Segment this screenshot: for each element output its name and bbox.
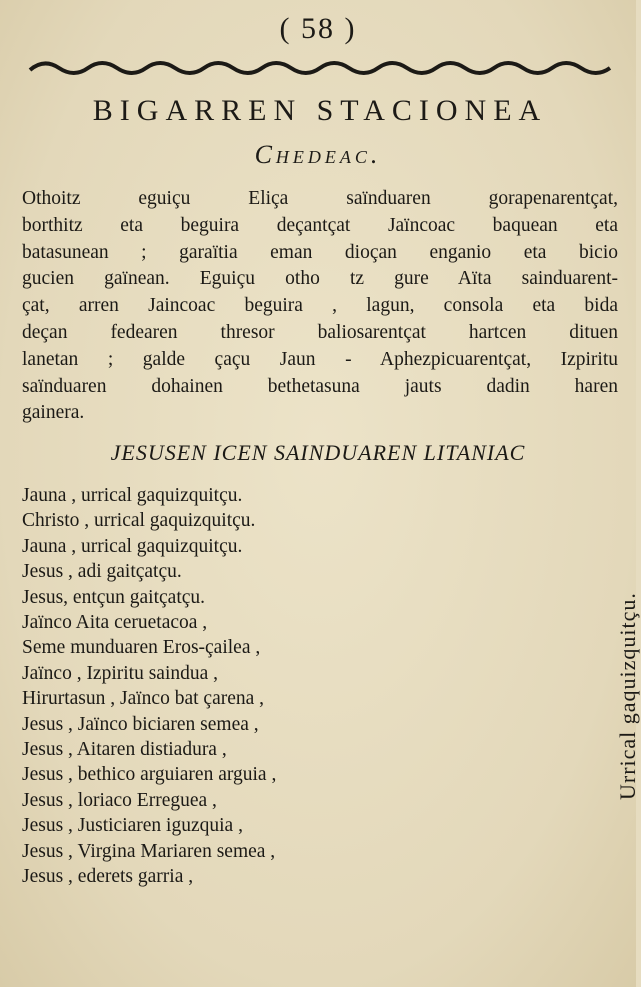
litany-line: Jesus , loriaco Erreguea ,: [22, 789, 217, 811]
litany-line: Jesus , Aitaren distiadura ,: [22, 739, 227, 761]
section-heading: BIGARREN STACIONEA: [92, 94, 548, 127]
litany-line: Jaïnco , Izpiritu saindua ,: [22, 662, 219, 684]
litany-line: Jesus , Virgina Mariaren semea ,: [22, 840, 276, 862]
litany-list: [22, 483, 582, 890]
paragraph-line: çat, arren Jaincoac beguira , lagun, consola eta bida: [22, 295, 618, 317]
paragraph-line: borthitz eta beguira deçantçat Jaïncoac baquean eta: [22, 214, 618, 236]
litany-line: Jesus , Justiciaren iguzquia ,: [22, 815, 243, 837]
paragraph-line: gainera.: [22, 402, 85, 424]
paragraph-line: saïnduaren dohainen bethetasuna jauts dadin haren: [22, 375, 618, 397]
litany-line: Jesus , bethico arguiaren arguia ,: [22, 764, 277, 786]
litany-line: Jesus , Jaïnco biciaren semea ,: [22, 713, 259, 735]
litany-line: Jesus , ederets garria ,: [22, 866, 194, 888]
wave-ornament: [30, 56, 610, 78]
litany-title: JESUSEN ICEN SAINDUAREN LITANIAC: [110, 440, 526, 465]
paragraph-line: gucien gaïnean. Eguiçu otho tz gure Aïta sainduarent-: [22, 268, 618, 290]
paragraph-line: deçan fedearen thresor baliosarentçat hartcen dituen: [22, 321, 618, 343]
paragraph-line: batasunean ; garaïtia eman dioçan enganio eta bicio: [22, 241, 618, 263]
page-number: ( 58 ): [279, 12, 357, 45]
intro-paragraph: [22, 186, 618, 427]
litany-line: Jesus, entçun gaitçatçu.: [22, 586, 206, 608]
paragraph-line: Othoitz eguiçu Eliça saïnduaren gorapenarentçat,: [22, 188, 618, 209]
section-subheading: Chedeac.: [254, 140, 382, 169]
litany-line: Jauna , urrical gaquizquitçu.: [22, 485, 243, 506]
litany-line: Seme munduaren Eros-çailea ,: [22, 637, 261, 659]
litany-line: Christo , urrical gaquizquitçu.: [22, 510, 256, 532]
side-response: Urrical gaquizquitçu.: [615, 592, 640, 800]
litany-line: Jesus , adi gaitçatçu.: [22, 561, 182, 583]
litany-line: Hirurtasun , Jaïnco bat çarena ,: [22, 688, 265, 710]
paragraph-line: lanetan ; galde çaçu Jaun - Aphezpicuarentçat, Izpiritu: [22, 348, 618, 370]
litany-line: Jaïnco Aita ceruetacoa ,: [22, 612, 208, 634]
litany-line: Jauna , urrical gaquizquitçu.: [22, 535, 243, 557]
